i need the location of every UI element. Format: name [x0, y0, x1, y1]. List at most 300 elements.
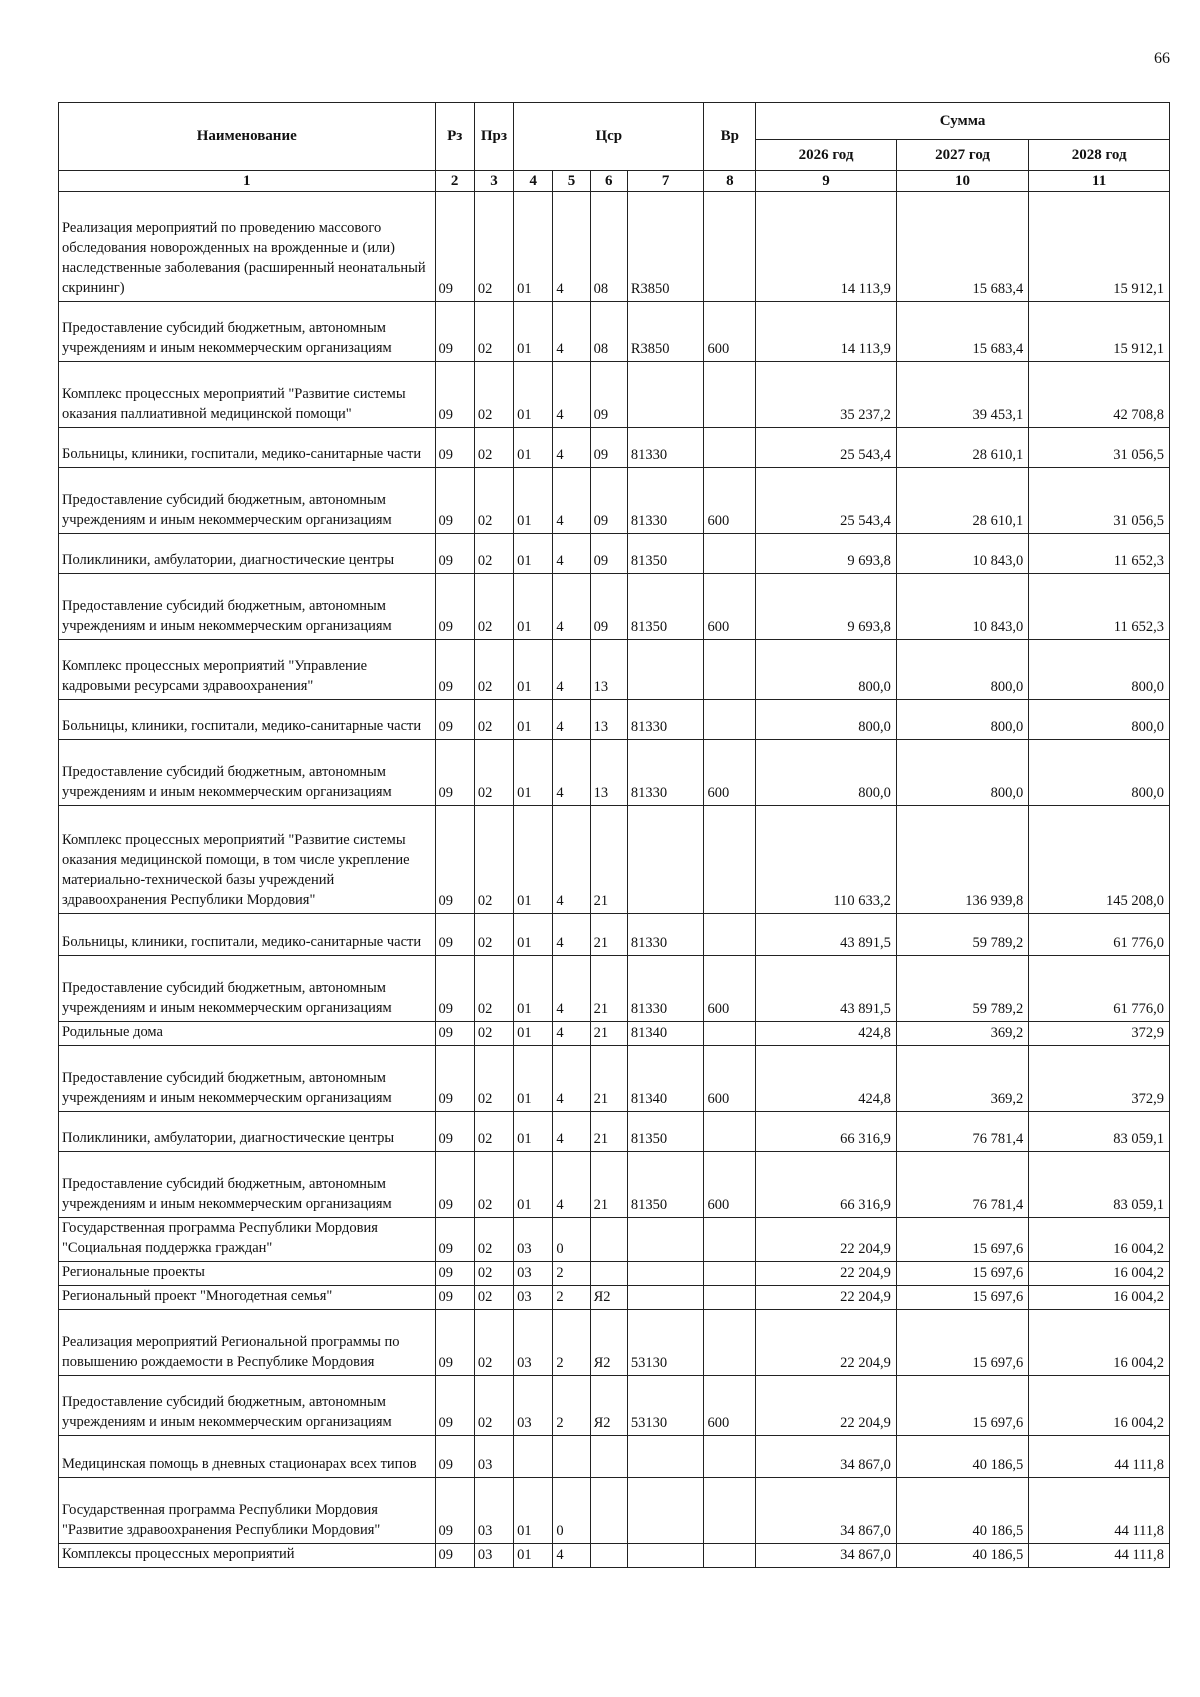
page-number: 66	[1154, 50, 1170, 67]
row-csr-7: 81330	[627, 428, 704, 468]
row-prz: 02	[474, 534, 513, 574]
row-vr	[704, 806, 756, 914]
row-csr-7	[627, 1286, 704, 1310]
row-rz: 09	[435, 1310, 474, 1376]
row-name: Государственная программа Республики Мордовия "Социальная поддержка граждан"	[59, 1218, 436, 1262]
table-body	[59, 192, 1170, 1568]
row-prz: 02	[474, 1262, 513, 1286]
row-csr-7: 81330	[627, 468, 704, 534]
row-sum-2028: 44 111,8	[1029, 1544, 1170, 1568]
row-csr-6: Я2	[590, 1376, 627, 1436]
row-csr-6: 09	[590, 574, 627, 640]
row-csr-6: 21	[590, 806, 627, 914]
row-csr-4: 01	[514, 1152, 553, 1218]
row-csr-4: 01	[514, 1544, 553, 1568]
row-csr-7: 81350	[627, 574, 704, 640]
row-csr-7: R3850	[627, 192, 704, 302]
col-index: 11	[1029, 171, 1170, 192]
row-csr-5: 4	[553, 914, 590, 956]
row-prz: 02	[474, 362, 513, 428]
row-rz: 09	[435, 1544, 474, 1568]
row-sum-2028: 16 004,2	[1029, 1262, 1170, 1286]
row-csr-7	[627, 640, 704, 700]
row-sum-2027: 15 683,4	[896, 302, 1028, 362]
row-sum-2026: 34 867,0	[756, 1436, 897, 1478]
header-csr: Цср	[514, 103, 704, 171]
row-csr-5: 0	[553, 1478, 590, 1544]
row-sum-2028: 44 111,8	[1029, 1436, 1170, 1478]
row-sum-2027: 800,0	[896, 640, 1028, 700]
row-csr-5: 4	[553, 574, 590, 640]
table-header	[59, 103, 1170, 192]
row-csr-7: 81340	[627, 1046, 704, 1112]
header-year-2027: 2027 год	[896, 140, 1028, 171]
row-csr-4: 03	[514, 1310, 553, 1376]
header-vr: Вр	[704, 103, 756, 171]
table-row	[59, 1262, 1170, 1286]
row-sum-2026: 800,0	[756, 640, 897, 700]
row-name: Предоставление субсидий бюджетным, автономным учреждениям и иным некоммерческим организациям	[59, 302, 436, 362]
table-row	[59, 1046, 1170, 1112]
row-csr-5: 4	[553, 362, 590, 428]
row-sum-2027: 76 781,4	[896, 1112, 1028, 1152]
row-sum-2026: 9 693,8	[756, 574, 897, 640]
row-vr: 600	[704, 574, 756, 640]
row-sum-2028: 16 004,2	[1029, 1376, 1170, 1436]
table-row	[59, 192, 1170, 302]
row-vr	[704, 534, 756, 574]
row-rz: 09	[435, 302, 474, 362]
header-year-2026: 2026 год	[756, 140, 897, 171]
row-sum-2028: 16 004,2	[1029, 1218, 1170, 1262]
row-sum-2026: 22 204,9	[756, 1376, 897, 1436]
row-name: Предоставление субсидий бюджетным, автономным учреждениям и иным некоммерческим организациям	[59, 574, 436, 640]
row-sum-2028: 15 912,1	[1029, 192, 1170, 302]
row-sum-2028: 800,0	[1029, 740, 1170, 806]
row-sum-2026: 14 113,9	[756, 302, 897, 362]
row-name: Предоставление субсидий бюджетным, автономным учреждениям и иным некоммерческим организациям	[59, 956, 436, 1022]
row-name: Региональный проект "Многодетная семья"	[59, 1286, 436, 1310]
row-name: Больницы, клиники, госпитали, медико-санитарные части	[59, 914, 436, 956]
table-row	[59, 740, 1170, 806]
col-index: 8	[704, 171, 756, 192]
row-csr-4: 01	[514, 1478, 553, 1544]
row-sum-2028: 372,9	[1029, 1022, 1170, 1046]
row-csr-4: 01	[514, 740, 553, 806]
row-vr: 600	[704, 468, 756, 534]
row-vr	[704, 1112, 756, 1152]
table-row	[59, 1544, 1170, 1568]
row-csr-7	[627, 806, 704, 914]
row-rz: 09	[435, 1218, 474, 1262]
row-rz: 09	[435, 806, 474, 914]
row-csr-5: 4	[553, 640, 590, 700]
row-csr-4: 01	[514, 428, 553, 468]
row-sum-2027: 15 697,6	[896, 1310, 1028, 1376]
row-vr	[704, 1544, 756, 1568]
row-rz: 09	[435, 1376, 474, 1436]
row-sum-2026: 110 633,2	[756, 806, 897, 914]
row-csr-5: 4	[553, 806, 590, 914]
header-name: Наименование	[59, 103, 436, 171]
table-row	[59, 468, 1170, 534]
row-name: Государственная программа Республики Мордовия "Развитие здравоохранения Республики Мордовия"	[59, 1478, 436, 1544]
row-csr-6: 08	[590, 192, 627, 302]
row-rz: 09	[435, 1262, 474, 1286]
row-csr-4: 01	[514, 468, 553, 534]
table-row	[59, 1376, 1170, 1436]
row-csr-7	[627, 1262, 704, 1286]
row-prz: 02	[474, 640, 513, 700]
row-prz: 03	[474, 1478, 513, 1544]
row-csr-6: 21	[590, 1112, 627, 1152]
row-name: Комплекс процессных мероприятий "Развитие системы оказания паллиативной медицинской помощи"	[59, 362, 436, 428]
row-vr	[704, 1478, 756, 1544]
row-csr-5: 4	[553, 468, 590, 534]
row-sum-2027: 40 186,5	[896, 1436, 1028, 1478]
row-sum-2026: 800,0	[756, 700, 897, 740]
row-sum-2026: 22 204,9	[756, 1218, 897, 1262]
row-csr-4: 03	[514, 1376, 553, 1436]
row-csr-5: 4	[553, 700, 590, 740]
row-name: Предоставление субсидий бюджетным, автономным учреждениям и иным некоммерческим организациям	[59, 1152, 436, 1218]
row-name: Комплекс процессных мероприятий "Развитие системы оказания медицинской помощи, в том числе укрепление материально-технической базы учреждений здравоохранения Республики Мордовия"	[59, 806, 436, 914]
row-csr-7	[627, 1436, 704, 1478]
row-csr-7: R3850	[627, 302, 704, 362]
row-prz: 03	[474, 1436, 513, 1478]
row-rz: 09	[435, 362, 474, 428]
row-sum-2028: 31 056,5	[1029, 428, 1170, 468]
row-sum-2028: 800,0	[1029, 700, 1170, 740]
row-sum-2026: 35 237,2	[756, 362, 897, 428]
row-rz: 09	[435, 1046, 474, 1112]
row-csr-4: 01	[514, 574, 553, 640]
row-name: Родильные дома	[59, 1022, 436, 1046]
row-prz: 02	[474, 574, 513, 640]
row-prz: 02	[474, 914, 513, 956]
row-name: Предоставление субсидий бюджетным, автономным учреждениям и иным некоммерческим организациям	[59, 468, 436, 534]
row-csr-7: 81330	[627, 700, 704, 740]
row-csr-6: 09	[590, 362, 627, 428]
table-row	[59, 1310, 1170, 1376]
row-csr-4: 01	[514, 914, 553, 956]
row-vr	[704, 1022, 756, 1046]
row-csr-7	[627, 362, 704, 428]
row-csr-5: 4	[553, 192, 590, 302]
row-csr-4: 03	[514, 1286, 553, 1310]
row-csr-4: 03	[514, 1218, 553, 1262]
row-csr-7	[627, 1218, 704, 1262]
row-sum-2027: 28 610,1	[896, 468, 1028, 534]
row-sum-2026: 25 543,4	[756, 468, 897, 534]
row-sum-2027: 28 610,1	[896, 428, 1028, 468]
table-row	[59, 534, 1170, 574]
row-csr-5: 2	[553, 1286, 590, 1310]
row-vr	[704, 640, 756, 700]
col-index: 9	[756, 171, 897, 192]
row-csr-4: 01	[514, 534, 553, 574]
row-name: Реализация мероприятий Региональной программы по повышению рождаемости в Республике Мордовия	[59, 1310, 436, 1376]
row-name: Поликлиники, амбулатории, диагностические центры	[59, 534, 436, 574]
row-csr-6	[590, 1262, 627, 1286]
row-sum-2026: 34 867,0	[756, 1478, 897, 1544]
row-rz: 09	[435, 700, 474, 740]
row-sum-2027: 39 453,1	[896, 362, 1028, 428]
row-prz: 02	[474, 1022, 513, 1046]
row-sum-2027: 76 781,4	[896, 1152, 1028, 1218]
row-csr-4: 01	[514, 192, 553, 302]
row-csr-6: 09	[590, 428, 627, 468]
col-index: 2	[435, 171, 474, 192]
row-csr-6	[590, 1218, 627, 1262]
row-csr-6: 09	[590, 534, 627, 574]
row-sum-2027: 59 789,2	[896, 956, 1028, 1022]
row-prz: 02	[474, 956, 513, 1022]
row-prz: 02	[474, 700, 513, 740]
row-csr-7: 81330	[627, 914, 704, 956]
row-rz: 09	[435, 428, 474, 468]
row-prz: 02	[474, 428, 513, 468]
col-index: 7	[627, 171, 704, 192]
row-prz: 02	[474, 1112, 513, 1152]
column-index-row	[59, 171, 1170, 192]
row-rz: 09	[435, 192, 474, 302]
row-sum-2028: 15 912,1	[1029, 302, 1170, 362]
row-sum-2027: 15 697,6	[896, 1286, 1028, 1310]
row-name: Больницы, клиники, госпитали, медико-санитарные части	[59, 700, 436, 740]
header-prz: Прз	[474, 103, 513, 171]
row-csr-6: 09	[590, 468, 627, 534]
table-row	[59, 914, 1170, 956]
row-vr	[704, 1218, 756, 1262]
row-sum-2027: 10 843,0	[896, 574, 1028, 640]
row-csr-4: 01	[514, 640, 553, 700]
row-csr-5	[553, 1436, 590, 1478]
row-sum-2028: 83 059,1	[1029, 1112, 1170, 1152]
row-prz: 02	[474, 1152, 513, 1218]
row-csr-6	[590, 1436, 627, 1478]
table-row	[59, 1218, 1170, 1262]
row-csr-5: 4	[553, 534, 590, 574]
row-csr-7: 81340	[627, 1022, 704, 1046]
row-rz: 09	[435, 914, 474, 956]
row-name: Предоставление субсидий бюджетным, автономным учреждениям и иным некоммерческим организациям	[59, 740, 436, 806]
row-vr	[704, 428, 756, 468]
row-csr-5: 4	[553, 1046, 590, 1112]
row-sum-2028: 44 111,8	[1029, 1478, 1170, 1544]
row-csr-6: Я2	[590, 1286, 627, 1310]
row-vr: 600	[704, 956, 756, 1022]
row-sum-2026: 424,8	[756, 1022, 897, 1046]
row-sum-2026: 22 204,9	[756, 1310, 897, 1376]
row-sum-2026: 800,0	[756, 740, 897, 806]
row-sum-2028: 31 056,5	[1029, 468, 1170, 534]
row-csr-5: 2	[553, 1376, 590, 1436]
row-sum-2027: 369,2	[896, 1022, 1028, 1046]
row-vr	[704, 192, 756, 302]
col-index: 3	[474, 171, 513, 192]
row-rz: 09	[435, 1112, 474, 1152]
row-csr-6	[590, 1544, 627, 1568]
row-csr-7: 81330	[627, 956, 704, 1022]
row-name: Поликлиники, амбулатории, диагностические центры	[59, 1112, 436, 1152]
col-index: 5	[553, 171, 590, 192]
row-sum-2027: 800,0	[896, 740, 1028, 806]
row-csr-4: 03	[514, 1262, 553, 1286]
row-rz: 09	[435, 1436, 474, 1478]
row-csr-6: 13	[590, 700, 627, 740]
row-sum-2026: 424,8	[756, 1046, 897, 1112]
row-csr-4: 01	[514, 700, 553, 740]
row-csr-6: 21	[590, 1022, 627, 1046]
row-csr-6: 13	[590, 640, 627, 700]
row-sum-2027: 369,2	[896, 1046, 1028, 1112]
row-vr	[704, 1286, 756, 1310]
row-rz: 09	[435, 468, 474, 534]
row-name: Комплексы процессных мероприятий	[59, 1544, 436, 1568]
header-year-2028: 2028 год	[1029, 140, 1170, 171]
table-row	[59, 1112, 1170, 1152]
table-row	[59, 362, 1170, 428]
row-csr-4: 01	[514, 1022, 553, 1046]
row-csr-5: 4	[553, 1544, 590, 1568]
row-csr-7: 81330	[627, 740, 704, 806]
row-sum-2028: 11 652,3	[1029, 574, 1170, 640]
table-row	[59, 1022, 1170, 1046]
row-rz: 09	[435, 534, 474, 574]
row-csr-7: 53130	[627, 1310, 704, 1376]
row-sum-2028: 800,0	[1029, 640, 1170, 700]
row-prz: 02	[474, 192, 513, 302]
row-rz: 09	[435, 1478, 474, 1544]
row-sum-2027: 15 697,6	[896, 1218, 1028, 1262]
row-csr-6: Я2	[590, 1310, 627, 1376]
row-csr-6: 21	[590, 1152, 627, 1218]
header-summa: Сумма	[756, 103, 1170, 140]
table-row	[59, 806, 1170, 914]
row-sum-2026: 66 316,9	[756, 1112, 897, 1152]
row-sum-2026: 34 867,0	[756, 1544, 897, 1568]
row-sum-2027: 15 697,6	[896, 1376, 1028, 1436]
row-name: Медицинская помощь в дневных стационарах всех типов	[59, 1436, 436, 1478]
row-sum-2027: 15 697,6	[896, 1262, 1028, 1286]
row-vr: 600	[704, 302, 756, 362]
table-row	[59, 640, 1170, 700]
row-csr-6: 21	[590, 914, 627, 956]
table-row	[59, 428, 1170, 468]
row-sum-2028: 16 004,2	[1029, 1286, 1170, 1310]
row-vr: 600	[704, 1376, 756, 1436]
row-rz: 09	[435, 1022, 474, 1046]
row-csr-7: 81350	[627, 1152, 704, 1218]
table-row	[59, 1152, 1170, 1218]
row-sum-2028: 42 708,8	[1029, 362, 1170, 428]
row-csr-4: 01	[514, 362, 553, 428]
row-name: Больницы, клиники, госпитали, медико-санитарные части	[59, 428, 436, 468]
row-prz: 03	[474, 1544, 513, 1568]
row-prz: 02	[474, 1218, 513, 1262]
row-vr	[704, 1262, 756, 1286]
header-rz: Рз	[435, 103, 474, 171]
row-rz: 09	[435, 956, 474, 1022]
row-csr-5: 4	[553, 1022, 590, 1046]
row-csr-4: 01	[514, 1112, 553, 1152]
row-sum-2028: 61 776,0	[1029, 956, 1170, 1022]
row-rz: 09	[435, 574, 474, 640]
row-csr-4: 01	[514, 1046, 553, 1112]
col-index: 4	[514, 171, 553, 192]
row-csr-4: 01	[514, 956, 553, 1022]
row-csr-7: 81350	[627, 1112, 704, 1152]
row-csr-7: 81350	[627, 534, 704, 574]
row-sum-2026: 22 204,9	[756, 1286, 897, 1310]
row-sum-2028: 83 059,1	[1029, 1152, 1170, 1218]
row-name: Реализация мероприятий по проведению массового обследования новорожденных на врожденные и (или) наследственные заболевания (расширенный неонатальный скрининг)	[59, 192, 436, 302]
row-prz: 02	[474, 302, 513, 362]
budget-table	[58, 102, 1170, 1568]
row-sum-2026: 14 113,9	[756, 192, 897, 302]
col-index: 6	[590, 171, 627, 192]
row-prz: 02	[474, 1286, 513, 1310]
col-index: 10	[896, 171, 1028, 192]
row-sum-2027: 59 789,2	[896, 914, 1028, 956]
row-csr-5: 2	[553, 1310, 590, 1376]
row-prz: 02	[474, 1046, 513, 1112]
row-csr-4: 01	[514, 806, 553, 914]
row-vr: 600	[704, 1046, 756, 1112]
row-rz: 09	[435, 740, 474, 806]
row-sum-2027: 15 683,4	[896, 192, 1028, 302]
table-row	[59, 1478, 1170, 1544]
row-name: Предоставление субсидий бюджетным, автономным учреждениям и иным некоммерческим организациям	[59, 1046, 436, 1112]
row-vr	[704, 700, 756, 740]
row-sum-2027: 40 186,5	[896, 1544, 1028, 1568]
row-sum-2026: 43 891,5	[756, 914, 897, 956]
row-name: Предоставление субсидий бюджетным, автономным учреждениям и иным некоммерческим организациям	[59, 1376, 436, 1436]
row-vr: 600	[704, 1152, 756, 1218]
row-vr	[704, 1310, 756, 1376]
row-csr-6: 08	[590, 302, 627, 362]
row-sum-2028: 11 652,3	[1029, 534, 1170, 574]
row-vr	[704, 1436, 756, 1478]
row-sum-2028: 372,9	[1029, 1046, 1170, 1112]
row-sum-2028: 145 208,0	[1029, 806, 1170, 914]
row-prz: 02	[474, 806, 513, 914]
table-row	[59, 574, 1170, 640]
table-row	[59, 700, 1170, 740]
table-row	[59, 1286, 1170, 1310]
table-row	[59, 956, 1170, 1022]
row-csr-5: 4	[553, 1112, 590, 1152]
row-csr-6	[590, 1478, 627, 1544]
row-prz: 02	[474, 468, 513, 534]
row-prz: 02	[474, 1310, 513, 1376]
table-row	[59, 302, 1170, 362]
row-csr-5: 4	[553, 740, 590, 806]
row-csr-5: 4	[553, 1152, 590, 1218]
col-index: 1	[59, 171, 436, 192]
row-sum-2026: 22 204,9	[756, 1262, 897, 1286]
row-csr-4: 01	[514, 302, 553, 362]
row-sum-2026: 25 543,4	[756, 428, 897, 468]
row-csr-7	[627, 1478, 704, 1544]
row-csr-6: 13	[590, 740, 627, 806]
row-csr-4	[514, 1436, 553, 1478]
row-sum-2026: 9 693,8	[756, 534, 897, 574]
row-rz: 09	[435, 1152, 474, 1218]
row-sum-2026: 66 316,9	[756, 1152, 897, 1218]
row-vr	[704, 362, 756, 428]
